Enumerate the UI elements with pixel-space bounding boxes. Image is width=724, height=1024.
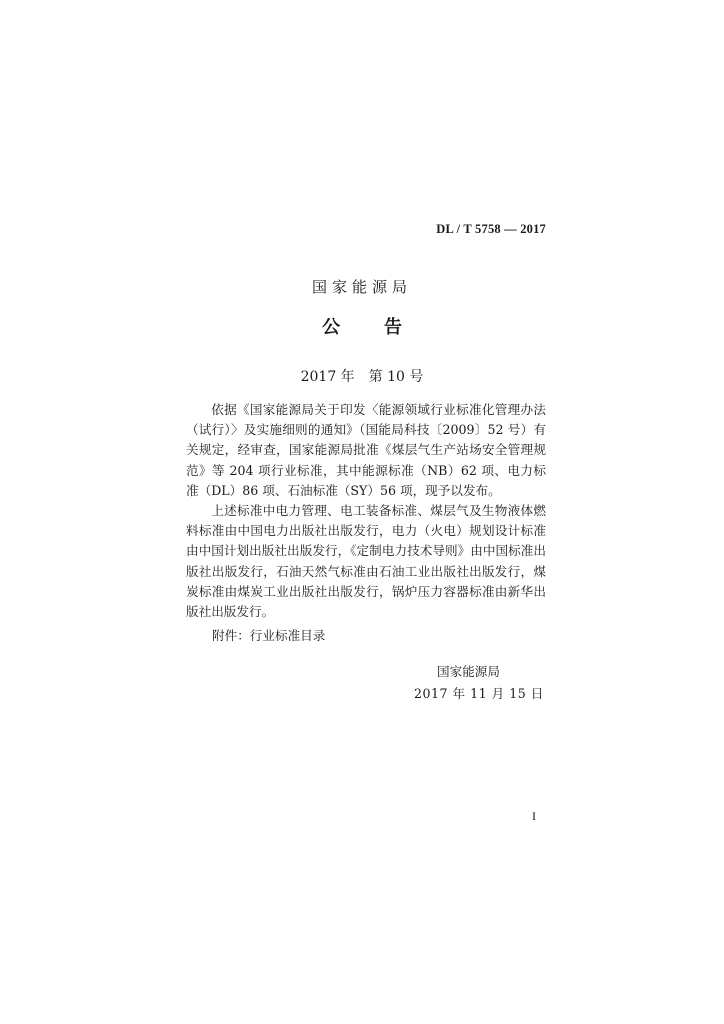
announcement-body	[186, 400, 546, 622]
body-paragraph-2: 上述标准中电力管理、电工装备标准、煤层气及生物液体燃料标准由中国电力出版社出版发行，电力（火电）规划设计标准由中国计划出版社出版发行，《定制电力技术导则》由中国标准出版社出版发行，石油天然气标准由石油工业出版社出版发行，煤炭标准由煤炭工业出版社出版发行，锅炉压力容器标准由新华出版社出版发行。	[186, 503, 546, 620]
page-number: I	[532, 809, 536, 823]
standard-code: DL / T 5758 — 2017	[436, 222, 546, 236]
announcement-title	[0, 313, 724, 339]
announcement-title-part2: 告	[384, 317, 402, 338]
issuer-name: 国家能源局	[311, 278, 412, 296]
signature-date: 2017 年 11 月 15 日	[414, 686, 544, 701]
attachment-line: 附件：行业标准目录	[212, 628, 326, 643]
body-paragraph-1: 依据《国家能源局关于印发〈能源领域行业标准化管理办法（试行）〉及实施细则的通知》（国能局科技〔2009〕52 号）有关规定，经审查，国家能源局批准《煤层气生产站场安全管理规范》等 204 项行业标准，其中能源标准（NB）62 项、电力标准（DL）86 项、石油标准（SY）56 项，现予以发布。	[186, 402, 546, 498]
announcement-number: 2017 年 第 10 号	[300, 369, 424, 385]
signature-organization: 国家能源局	[437, 664, 500, 679]
announcement-title-part1: 公	[322, 317, 340, 338]
